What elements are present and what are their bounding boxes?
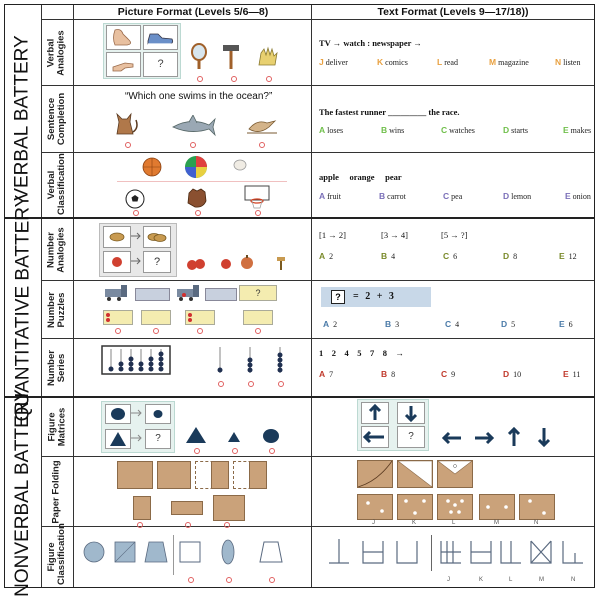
figure-class-label-m: M xyxy=(539,577,544,583)
sentence-completion-prompt: “Which one swims in the ocean?” xyxy=(125,91,273,102)
subtest-number-puzzles: Number Puzzles xyxy=(46,291,67,328)
number-analogy-option-d xyxy=(275,255,287,271)
up-arrow-option xyxy=(507,427,521,447)
subtest-number-analogies: Number Analogies xyxy=(46,226,67,273)
number-analogy-pair-2: [3 → 4] xyxy=(381,230,408,240)
square-figure xyxy=(113,541,137,563)
paper-option xyxy=(213,495,245,521)
unknown-card: ? xyxy=(143,52,178,77)
verbal-classification-stem: apple orange pear xyxy=(319,172,402,182)
subtest-figure-classification: Figure Classification xyxy=(46,523,67,585)
subtest-verbal-analogies: Verbal Analogies xyxy=(46,29,67,76)
figure-class-options xyxy=(439,535,589,567)
ellipse-option xyxy=(221,539,235,565)
test-overview-table: Picture Format (Levels 5/6—8) Text Format (Levels 9—17/18)) VERBAL BATTERY QUANTITATIVE BATTERY NONVERBAL BATTERY Verbal Analogies Sentence Completion Verbal Classification Number Analogies Number Puzzles Number Series Figure Matrices Paper Folding Figure Classification ? “Which one swims in the ocean?” ? ? ? TV → watch : newspaper → J deliver K comics L read M magazine N listen The fastest runner _________ the race. A loses B wins C watches D starts E makes apple orange pear A fruit B carrot C pea D lemon E onion [1 → 2] [3 → 4] [5 → ?] A 2 B 4 C 6 D 8 E 12 ? = 2 + 3 A 2 B 3 C 4 D 5 E 6 1 2 4 5 7 8 → A 7 B 8 C 9 D 10 E 11 ? J K L M N J K L M N xyxy=(4,4,595,588)
basketball-icon xyxy=(142,157,162,177)
small-triangle-option xyxy=(227,431,241,443)
sentence-completion-stem: The fastest runner _________ the race. xyxy=(319,107,460,117)
number-analogy-pair-3: [5 → ?] xyxy=(441,230,468,240)
subtest-paper-folding: Paper Folding xyxy=(51,459,62,524)
glove-option-icon xyxy=(255,45,281,71)
paper-option-j xyxy=(357,494,393,520)
cat-option-icon xyxy=(111,110,139,136)
figure-class-label-k: K xyxy=(479,577,484,583)
header-picture-format: Picture Format (Levels 5/6—8) xyxy=(117,6,269,18)
paper-label-j: J xyxy=(372,520,375,526)
large-triangle-option xyxy=(185,426,207,444)
header-text-format: Text Format (Levels 9—17/18)) xyxy=(377,6,529,18)
foot-picture xyxy=(106,25,141,50)
mirror-option-icon xyxy=(189,43,209,71)
left-arrow-option xyxy=(441,431,463,445)
shark-option-icon xyxy=(171,115,217,137)
circle-figure xyxy=(83,541,105,563)
baseball-glove-icon xyxy=(185,187,209,209)
subtest-number-series: Number Series xyxy=(46,349,67,386)
paper-option xyxy=(133,496,151,520)
hammer-option-icon xyxy=(219,41,243,71)
paper-option xyxy=(171,501,203,515)
bird-option-icon xyxy=(245,113,279,137)
paper-option-n xyxy=(519,494,555,520)
number-series-stem: 1 2 4 5 7 8 → xyxy=(319,348,404,358)
square-option xyxy=(179,541,201,563)
paper-label-k: K xyxy=(412,520,417,526)
quantitative-battery-label: QUANTITATIVE BATTERY xyxy=(12,194,33,421)
paper-option-l xyxy=(437,494,473,520)
beach-ball-icon xyxy=(184,155,208,179)
train-engine-icon xyxy=(103,285,135,301)
arrow-icon xyxy=(130,257,142,265)
number-analogy-option-c xyxy=(239,255,255,271)
paper-label-l: L xyxy=(452,520,456,526)
circle-option xyxy=(261,427,281,445)
number-puzzle-equation-text: = 2 + 3 xyxy=(353,291,394,302)
figure-class-label-n: N xyxy=(571,577,576,583)
number-puzzle-box: ? xyxy=(331,290,345,304)
abacus-stem xyxy=(101,345,171,375)
paper-option-k xyxy=(397,494,433,520)
hand-picture xyxy=(106,52,141,77)
soccer-ball-icon xyxy=(125,189,145,209)
paper-label-m: M xyxy=(494,520,499,526)
trapezoid-figure xyxy=(143,541,169,563)
paper-label-n: N xyxy=(534,520,539,526)
paper-option-m xyxy=(479,494,515,520)
number-analogy-option-b xyxy=(219,257,233,271)
shoe-picture xyxy=(143,25,178,50)
number-analogy-pair-1: [1 → 2] xyxy=(319,230,346,240)
subtest-figure-matrices: Figure Matrices xyxy=(46,407,68,447)
small-ball-icon xyxy=(233,159,247,171)
trapezoid-option xyxy=(259,541,283,563)
arrow-icon xyxy=(130,232,142,240)
figure-class-stem xyxy=(325,535,425,567)
subtest-verbal-classification: Verbal Classification xyxy=(46,153,67,215)
figure-class-label-j: J xyxy=(447,577,450,583)
verbal-battery-label: VERBAL BATTERY xyxy=(12,35,33,201)
down-arrow-option xyxy=(537,427,551,447)
subtest-sentence-completion: Sentence Completion xyxy=(46,92,68,146)
right-arrow-option xyxy=(473,431,495,445)
verbal-analogy-stem: TV → watch : newspaper → xyxy=(319,38,422,48)
nonverbal-battery-label: NONVERBAL BATTERY xyxy=(12,388,33,596)
number-analogy-option-a xyxy=(185,257,207,271)
basketball-hoop-icon xyxy=(242,184,272,210)
figure-class-label-l: L xyxy=(509,577,513,583)
